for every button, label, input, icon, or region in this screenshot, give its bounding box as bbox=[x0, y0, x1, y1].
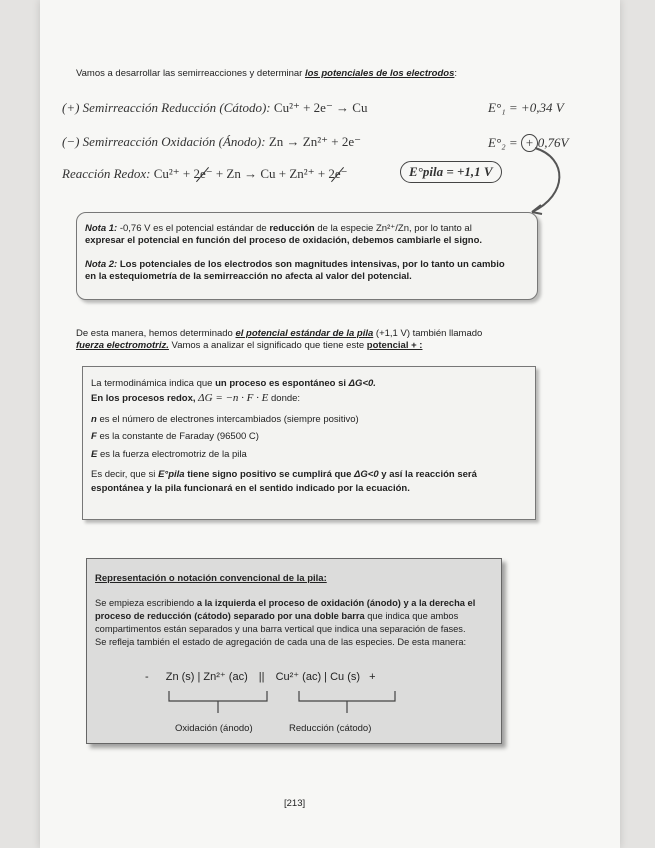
nota2-line1: Los potenciales de los electrodos son magnitudes intensivas, por lo tanto un cambio bbox=[117, 259, 505, 270]
box1-l6c: tiene signo positivo se cumplirá que bbox=[184, 469, 355, 480]
box2-l1b: a la izquierda el proceso de oxidación (ánodo) y a la derecha el bbox=[196, 598, 476, 608]
notation-title bbox=[95, 573, 327, 585]
notation-minus: - bbox=[145, 671, 149, 683]
thermodynamics-box bbox=[82, 366, 536, 520]
eq3-struck-electrons-2: 2e⁻ bbox=[328, 166, 348, 181]
eq3-part2: + Zn → Cu + Zn²⁺ + bbox=[212, 166, 329, 181]
curved-arrow-icon bbox=[510, 140, 570, 220]
equation-redox bbox=[62, 166, 348, 182]
equation-oxidation bbox=[62, 134, 361, 150]
eq2-potential-value: 0,76V bbox=[537, 135, 569, 150]
nota1-text: -0,76 V es el potencial estándar de bbox=[117, 223, 270, 234]
box1-l1b: un proceso es espontáneo si bbox=[215, 378, 349, 389]
box1-l7: espontánea y la pila funcionará en el sentido indicado por la ecuación. bbox=[91, 482, 410, 494]
equation-reduction bbox=[62, 100, 367, 116]
box1-l4: es la constante de Faraday (96500 C) bbox=[96, 431, 259, 443]
page-number: [213] bbox=[284, 798, 306, 809]
nota1-bold: reducción bbox=[269, 223, 315, 234]
box1-l6e: y así la reacción será bbox=[378, 469, 477, 480]
box2-l2b: que indica que ambos bbox=[364, 611, 459, 622]
nota2-line2: en la estequiometría de la semirreacción no afecta al valor del potencial. bbox=[85, 270, 412, 282]
nota-1 bbox=[85, 223, 535, 247]
eq2-sign-circled: + bbox=[521, 134, 538, 152]
box1-l1c: ΔG<0. bbox=[348, 378, 376, 389]
label-reduction: Reducción (cátodo) bbox=[289, 723, 372, 734]
notation-plus: + bbox=[369, 671, 376, 683]
book-page bbox=[40, 0, 620, 848]
braces-icon bbox=[167, 689, 397, 715]
eq3-label: Reacción Redox: bbox=[62, 166, 154, 181]
box1-formula: ΔG = −n · F · E bbox=[198, 391, 269, 404]
intro-end: : bbox=[454, 68, 458, 79]
epila-badge: E°pila = +1,1 V bbox=[400, 161, 502, 183]
box1-l5: es la fuerza electromotriz de la pila bbox=[97, 449, 247, 461]
box1-l6a: Es decir, que si bbox=[91, 469, 159, 480]
notation-description bbox=[95, 597, 499, 649]
intro-underlined: los potenciales de los electrodos bbox=[304, 68, 455, 79]
nota2-label: Nota 2: bbox=[85, 259, 118, 270]
intro-plain: Vamos a desarrollar las semirreacciones y determinar bbox=[76, 68, 305, 79]
intro-text bbox=[76, 68, 457, 80]
nota1-line2: expresar el potencial en función del proceso de oxidación, debemos cambiarle el signo. bbox=[85, 234, 483, 246]
notation-double-bar: || bbox=[258, 671, 265, 683]
nota1-text2: de la especie Zn²⁺/Zn, por lo tanto al bbox=[314, 223, 472, 234]
eq1-label: (+) Semirreacción Reducción (Cátodo): bbox=[62, 100, 274, 115]
box1-l1a: La termodinámica indica que bbox=[91, 378, 216, 389]
para-l2-underlined-2: potencial + : bbox=[366, 339, 423, 351]
eq3-struck-electrons-1: 2e⁻ bbox=[193, 166, 213, 181]
label-oxidation: Oxidación (ánodo) bbox=[175, 723, 253, 734]
para-l2b: Vamos a analizar el significado que tiene este bbox=[168, 339, 367, 351]
thermo-content bbox=[91, 377, 531, 496]
explanation-paragraph bbox=[76, 328, 546, 352]
para-l1b: (+1,1 V) también llamado bbox=[373, 328, 483, 339]
notation-anode: Zn (s) | Zn²⁺ (ac) bbox=[165, 671, 248, 683]
eq1-potential: E°₁ = +0,34 V bbox=[488, 100, 564, 115]
nota1-label: Nota 1: bbox=[85, 223, 118, 234]
box1-l3: es el número de electrones intercambiados (siempre positivo) bbox=[96, 413, 359, 425]
box2-l2a: proceso de reducción (cátodo) separado por una doble barra bbox=[95, 611, 365, 622]
nota-2 bbox=[85, 259, 535, 283]
para-l2-underlined: fuerza electromotriz. bbox=[76, 339, 169, 351]
var-e: E bbox=[91, 449, 98, 461]
box2-l1a: Se empieza escribiendo bbox=[95, 598, 197, 608]
box1-l2c: donde: bbox=[268, 392, 301, 404]
var-f: F bbox=[91, 431, 97, 443]
cell-notation bbox=[145, 671, 376, 685]
eq1-reaction: Cu²⁺ + 2e⁻ → Cu bbox=[273, 100, 368, 115]
box2-l4: Se refleja también el estado de agregación de cada una de las especies. De esta manera: bbox=[95, 637, 467, 648]
notation-box bbox=[86, 558, 502, 744]
para-l1-underlined: el potencial estándar de la pila bbox=[235, 328, 374, 339]
var-n: n bbox=[91, 413, 97, 425]
notes-box bbox=[76, 212, 538, 300]
eq2-label: (−) Semirreacción Oxidación (Ánodo): bbox=[62, 134, 269, 149]
eq2-potential-label: E°₂ = bbox=[488, 135, 521, 150]
eq3-part1: Cu²⁺ + bbox=[153, 166, 194, 181]
box1-l6d: ΔG<0 bbox=[354, 469, 379, 480]
para-l1a: De esta manera, hemos determinado bbox=[76, 328, 236, 339]
notation-title-text: Representación o notación convencional de la pila: bbox=[95, 573, 327, 584]
box2-l3: compartimentos están separados y una barra vertical que indica una separación de fases. bbox=[95, 624, 466, 635]
box1-epila: E°pila bbox=[158, 469, 185, 480]
notation-cathode: Cu²⁺ (ac) | Cu (s) bbox=[275, 671, 361, 683]
box1-l2a: En los procesos redox, bbox=[91, 392, 199, 404]
eq2-reaction: Zn → Zn²⁺ + 2e⁻ bbox=[268, 134, 361, 149]
